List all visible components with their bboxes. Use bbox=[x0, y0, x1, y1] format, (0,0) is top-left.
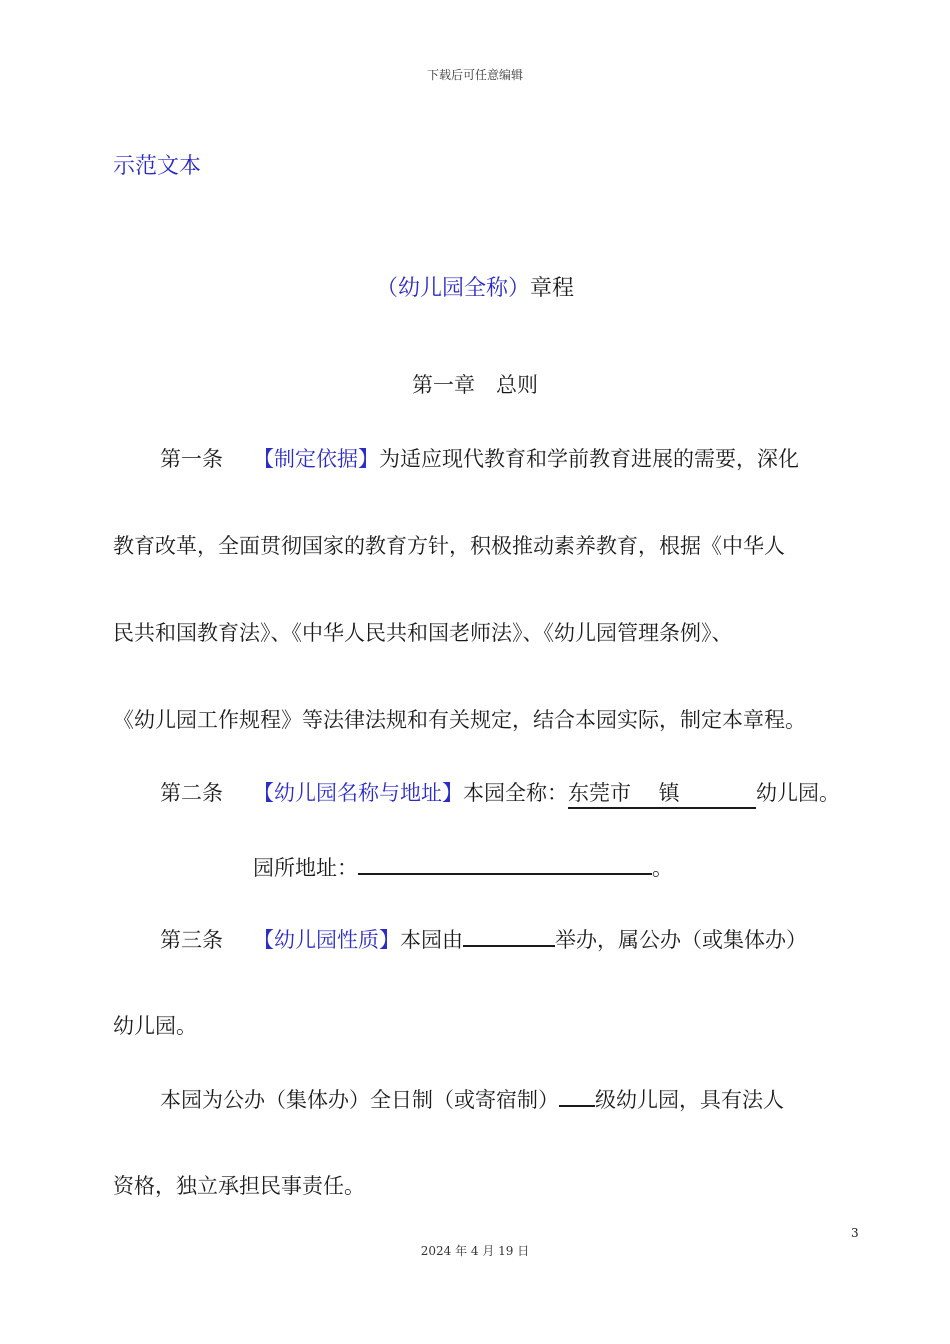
article3-para2-pre: 本园为公办（集体办）全日制（或寄宿制） bbox=[160, 1088, 559, 1112]
article3-line2: 幼儿园。 bbox=[113, 1014, 197, 1038]
sample-text-label: 示范文本 bbox=[113, 154, 202, 179]
article2-line1 bbox=[160, 777, 840, 809]
article1-line3: 民共和国教育法》、《中华人民共和国老师法》、《幼儿园管理条例》、 bbox=[113, 621, 733, 645]
article1-line4: 《幼儿园工作规程》等法律法规和有关规定，结合本园实际，制定本章程。 bbox=[113, 708, 806, 732]
article3-pre: 本园由 bbox=[400, 928, 463, 952]
article3-heading: 【幼儿园性质】 bbox=[253, 928, 400, 952]
article1-number: 第一条 bbox=[160, 447, 223, 471]
article1-heading: 【制定依据】 bbox=[253, 447, 379, 471]
article2-name-label: 本园全称： bbox=[463, 781, 568, 805]
document-title bbox=[0, 271, 950, 302]
article2-number: 第二条 bbox=[160, 781, 223, 805]
address-label: 园所地址： bbox=[253, 856, 358, 880]
article2-name-suffix: 幼儿园。 bbox=[756, 781, 840, 805]
article3-para2-line1 bbox=[160, 1083, 784, 1114]
article2-heading: 【幼儿园名称与地址】 bbox=[253, 781, 463, 805]
article3-para2-post: 级幼儿园，具有法人 bbox=[595, 1088, 784, 1112]
title-suffix: 章程 bbox=[530, 276, 575, 301]
article1-line2: 教育改革，全面贯彻国家的教育方针，积极推动素养教育，根据《中华人 bbox=[113, 534, 785, 558]
article1-line1 bbox=[160, 443, 799, 473]
article3-para2-line2: 资格，独立承担民事责任。 bbox=[113, 1174, 365, 1198]
grade-level-field[interactable] bbox=[559, 1083, 595, 1107]
article3-post: 举办，属公办（或集体办） bbox=[555, 928, 807, 952]
kindergarten-name-field[interactable]: 东莞市 镇 bbox=[568, 777, 756, 809]
page-header: 下载后可任意编辑 bbox=[426, 68, 523, 82]
chapter-heading: 第一章 总则 bbox=[412, 373, 538, 397]
article3-number: 第三条 bbox=[160, 928, 223, 952]
footer-date: 2024 年 4 月 19 日 bbox=[420, 1244, 530, 1258]
page-number: 3 bbox=[851, 1226, 859, 1240]
address-field[interactable] bbox=[358, 851, 652, 875]
title-placeholder: （幼儿园全称） bbox=[375, 276, 530, 301]
article1-text1: 为适应现代教育和学前教育进展的需要，深化 bbox=[379, 447, 799, 471]
article3-line1 bbox=[160, 923, 807, 954]
organizer-field[interactable] bbox=[463, 923, 555, 947]
article2-address-line bbox=[253, 851, 673, 882]
address-end: 。 bbox=[652, 856, 673, 880]
